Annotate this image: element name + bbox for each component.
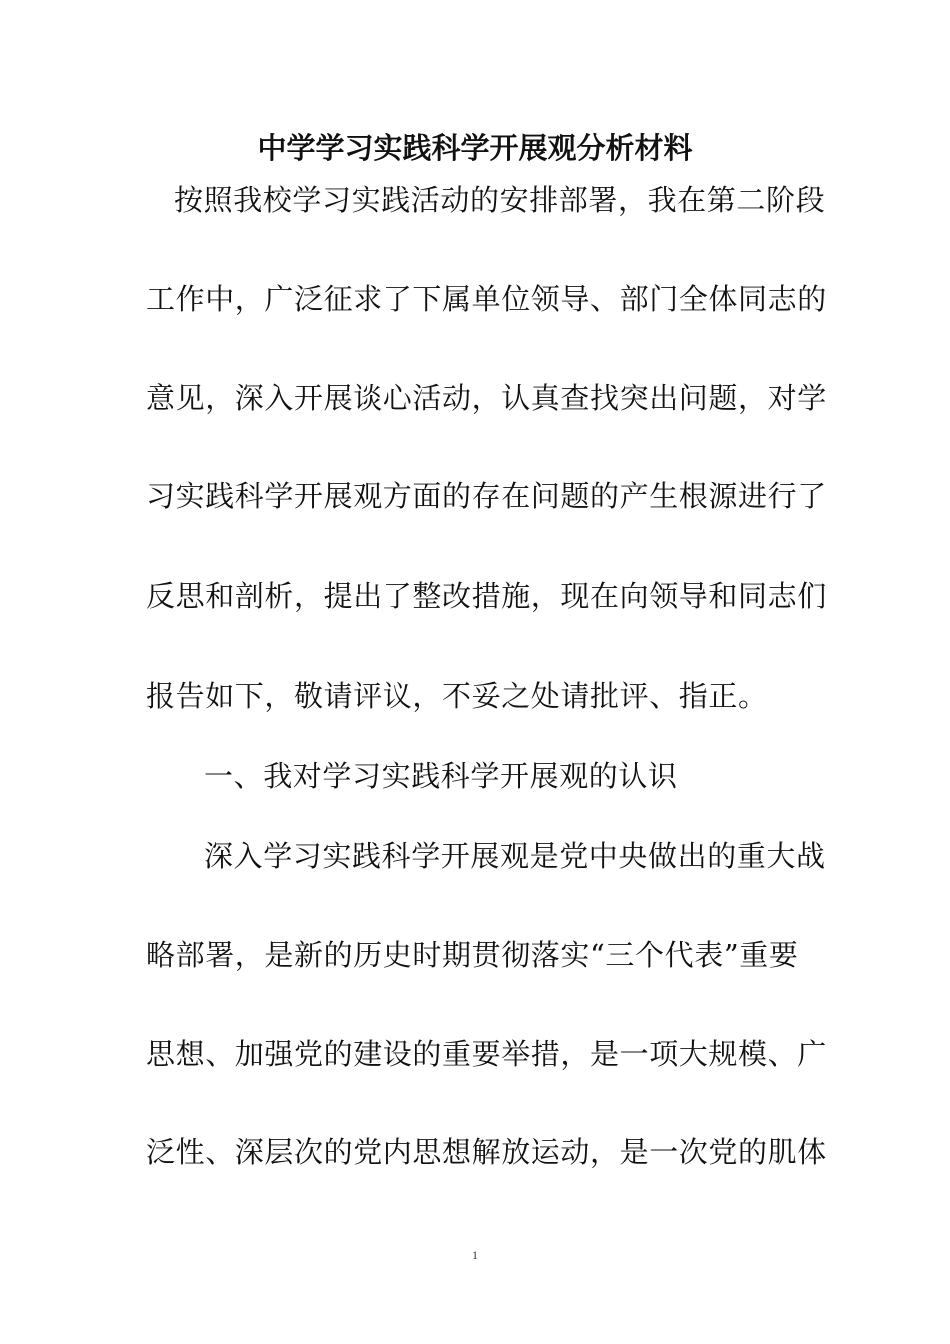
paragraph-line: 思想、加强党的建设的重要举措，是一项大规模、广 (146, 1037, 827, 1071)
paragraph-line: 略部署，是新的历史时期贯彻落实“三个代表”重要 (146, 938, 799, 972)
paragraph-line: 泛性、深层次的党内思想解放运动，是一次党的肌体 (146, 1135, 827, 1169)
paragraph-line: 反思和剖析，提出了整改措施，现在向领导和同志们 (146, 579, 827, 613)
paragraph-line: 意见，深入开展谈心活动，认真查找突出问题，对学 (146, 381, 827, 415)
section-heading: 一、我对学习实践科学开展观的认识 (204, 759, 678, 793)
document-title: 中学学习实践科学开展观分析材料 (257, 131, 693, 165)
paragraph-line: 工作中，广泛征求了下属单位领导、部门全体同志的 (146, 282, 827, 316)
paragraph-line: 报告如下，敬请评议，不妥之处请批评、指正。 (146, 679, 768, 713)
page-number: 1 (472, 1248, 478, 1262)
paragraph-line: 按照我校学习实践活动的安排部署，我在第二阶段 (174, 183, 826, 217)
paragraph-line: 深入学习实践科学开展观是党中央做出的重大战 (204, 839, 826, 873)
paragraph-line: 习实践科学开展观方面的存在问题的产生根源进行了 (146, 479, 827, 513)
